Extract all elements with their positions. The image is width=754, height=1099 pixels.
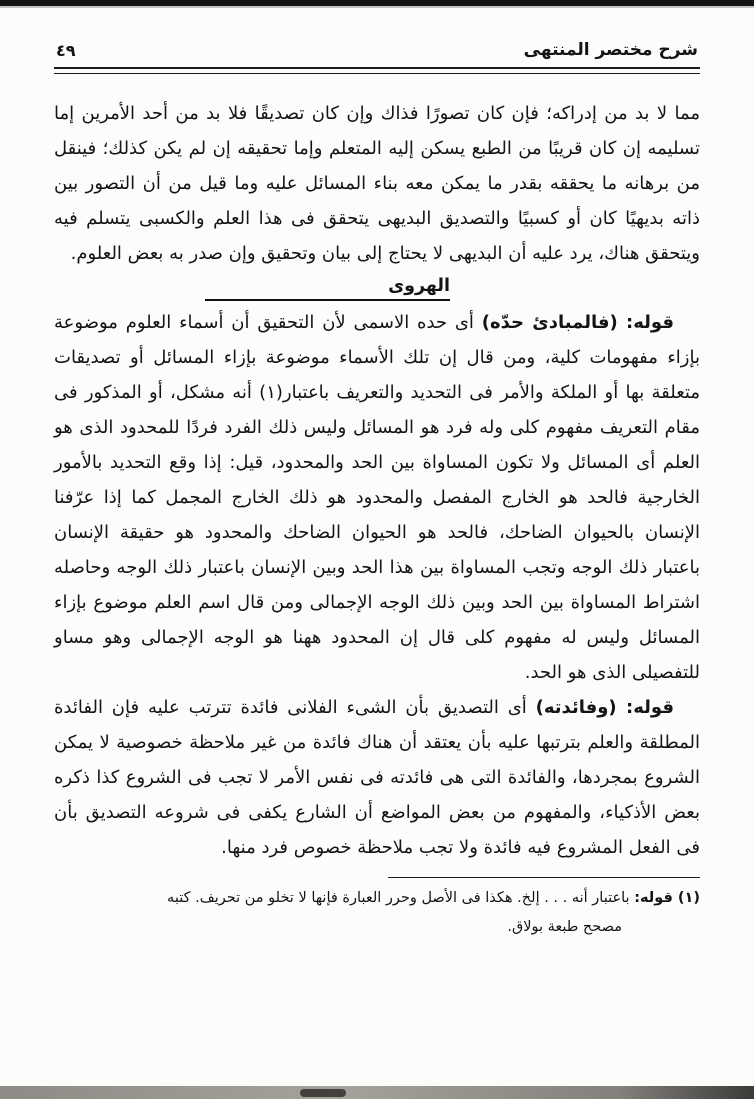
paragraph-qawluhu-2 [54,690,700,865]
scan-smudge [300,1089,346,1097]
scan-edge-bottom [0,1086,754,1099]
paragraph-text: أى التصديق بأن الشىء الفلانى فائدة تترتب عليه فإن الفائدة المطلقة والعلم بترتبها عليه بأن يعتقد أن هناك فائدة من غير ملاحظة خصوصية لا يمكن الشروع بمجردها، والفائدة التى هى فائدته فى نفس الأمر لا تجب فى الشروع كذا ذكره بعض الأذكياء، والمفهوم من بعض المواضع أن الشارع يكفى فى شروعه التصديق بأن فى الفعل المشروع فيه فائدة ولا تجب ملاحظة خصوص فرد منها. [54,697,700,858]
footnote-rule [388,877,700,878]
footnote-line-2: مصحح طبعة بولاق. [507,919,622,935]
footnote-text: باعتبار أنه . . . إلخ. هكذا فى الأصل وحرر العبارة فإنها لا تخلو من تحريف. كتبه [167,890,635,906]
scan-edge-top [0,0,754,6]
paragraph-lead: قوله: (فالمبادئ حدّه) [481,312,675,333]
paragraph-text: مما لا بد من إدراكه؛ فإن كان تصورًا فذاك وإن كان تصديقًا فلا بد من أحد الأمرين إما تسليمه إن كان قريبًا من الطبع يسكن إليه المتعلم وإما تحقيقه إن لم يكن كذلك؛ فينقل من برهانه ما يحققه بقدر ما يمكن معه بناء المسائل عليه وما قيل من أن التصور بين ذاته بديهيًا كان أو كسبيًا والتصديق البديهى يتحقق فى هذا العلم والكسبى يتسلم فيه ويتحقق هناك، يرد عليه أن البديهى لا يحتاج إلى بيان وتحقيق وإن صدر به بعض العلوم. [54,103,700,264]
section-divider [205,273,450,301]
footnote-marker: (١) قوله: [634,890,700,906]
footnote-line-1 [54,884,700,913]
page-header [54,40,700,60]
paragraph-qawluhu-1 [54,305,700,690]
book-title: شرح مختصر المنتهى [523,40,698,60]
section-heading: الهروى [388,276,450,296]
header-double-rule [54,67,700,74]
page-number: ٤٩ [56,41,76,60]
body-text [54,96,700,865]
paragraph-text: أى حده الاسمى لأن التحقيق أن أسماء العلوم موضوعة بإزاء مفهومات كلية، ومن قال إن تلك الأسماء موضوعة بإزاء المسائل أو تصديقات متعلقة بها أو الملكة والأمر فى التحديد والتعريف باعتبار(١) أنه مشكل، أو المذكور فى مقام التعريف مفهوم كلى وله فرد هو المسائل وليس ذلك الفرد فردًا للمحدود الذى هو العلم أى المسائل ولا تكون المساواة بين الحد والمحدود، قيل: إذا وقع التحديد بالأمور الخارجية فالحد هو الخارج المفصل والمحدود هو ذلك الخارج المجمل كما إذا عرّفنا الإنسان بالحيوان الضاحك، فالحد هو الحيوان الضاحك والمحدود هو حقيقة الإنسان باعتبار ذلك الوجه وتجب المساواة بين هذا الحد وبين الإنسان باعتبار ذلك الوجه وحاصله اشتراط المساواة بين الحد وبين ذلك الوجه الإجمالى ومن قال اسم العلم موضوع بإزاء المسائل وليس له مفهوم كلى قال إن المحدود ههنا هو الوجه الإجمالى وهو مساو للتفصيلى الذى هو الحد. [54,312,700,683]
paragraph-lead: قوله: (وفائدته) [535,697,674,718]
footnote [54,877,700,942]
paragraph-continuation [54,96,700,271]
